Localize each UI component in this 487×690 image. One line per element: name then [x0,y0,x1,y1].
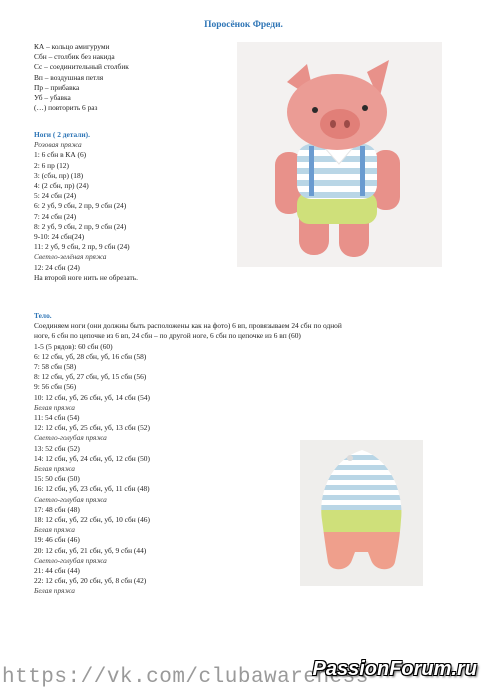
instruction-row: 8: 2 уб, 9 сбн, 2 пр, 9 сбн (24) [34,221,127,231]
instruction-row: 5: 24 сбн (24) [34,191,77,201]
instruction-row: 7: 58 сбн (58) [34,362,77,372]
yarn-color-label: Белая пряжа [34,402,75,412]
instruction-row: 1: 6 сбн в КА (6) [34,150,87,160]
body-instructions [34,321,342,596]
yarn-color-label: Светло-голубая пряжа [34,494,107,504]
instruction-row: 7: 24 сбн (24) [34,211,77,221]
yarn-color-label: Светло-зелёная пряжа [34,252,107,262]
abbreviation-item: Пр – прибавка [34,82,80,92]
instruction-row: 15: 50 сбн (50) [34,474,80,484]
abbreviation-item: Сс – соединительный столбик [34,62,129,72]
yarn-color-label: Белая пряжа [34,525,75,535]
yarn-color-label: Светло-голубая пряжа [34,433,107,443]
yarn-color-label: Розовая пряжа [34,140,82,150]
instruction-row: На второй ноге нить не обрезать. [34,272,138,282]
instruction-row: 9: 56 сбн (56) [34,382,77,392]
abbreviations-list [34,42,129,113]
instruction-row: 21: 44 сбн (44) [34,566,80,576]
watermark-url: https://vk.com/clubawareness [2,666,369,689]
abbreviation-item: Вп – воздушная петля [34,72,104,82]
instruction-row: 6: 2 уб, 9 сбн, 2 пр, 9 сбн (24) [34,201,127,211]
instruction-row: 10: 12 сбн, уб, 26 сбн, уб, 14 сбн (54) [34,392,150,402]
abbreviation-item: Сбн – столбик без накида [34,52,115,62]
crochet-body-photo [300,440,423,586]
pig-toy-photo [237,42,442,267]
instruction-row: 2: 6 пр (12) [34,160,69,170]
instruction-row: 14: 12 сбн, уб, 24 сбн, уб, 12 сбн (50) [34,453,150,463]
instruction-row: 9-10: 24 сбн(24) [34,232,85,242]
body-section [34,311,342,597]
legs-heading: Ноги ( 2 детали). [34,130,90,139]
instruction-row: 17: 48 сбн (48) [34,504,80,514]
legs-section [34,130,138,283]
instruction-row: 11: 2 уб, 9 сбн, 2 пр, 9 сбн (24) [34,242,130,252]
instruction-row: 3: (сбн, пр) (18) [34,170,84,180]
watermark-logo: PassionForum.ru [312,658,477,680]
watermark [0,658,487,690]
instruction-row: 18: 12 сбн, уб, 22 сбн, уб, 10 сбн (46) [34,515,150,525]
legs-instructions [34,140,138,283]
instruction-row: 8: 12 сбн, уб, 27 сбн, уб, 15 сбн (56) [34,372,147,382]
instruction-row: 20: 12 сбн, уб, 21 сбн, уб, 9 сбн (44) [34,545,147,555]
instruction-row: 6: 12 сбн, уб, 28 сбн, уб, 16 сбн (58) [34,351,147,361]
instruction-row: 19: 46 сбн (46) [34,535,80,545]
yarn-color-label: Белая пряжа [34,586,75,596]
abbreviation-item: КА – кольцо амигуруми [34,42,110,51]
instruction-row: 22: 12 сбн, уб, 20 сбн, уб, 8 сбн (42) [34,576,147,586]
instruction-row: ноге, 6 сбн по цепочке из 6 вп, 24 сбн – по другой ноге, 6 сбн по цепочке из 6 вп (60) [34,331,301,341]
instruction-row: 4: (2 сбн, пр) (24) [34,181,89,191]
page-title: Поросёнок Фреди. [204,20,283,30]
instruction-row: 13: 52 сбн (52) [34,443,80,453]
abbreviation-item: (…) повторить 6 раз [34,103,98,113]
instruction-row: Соединяем ноги (они должны быть расположены как на фото) 6 вп, провязываем 24 сбн по одной [34,321,342,331]
instruction-row: 16: 12 сбн, уб, 23 сбн, уб, 11 сбн (48) [34,484,150,494]
instruction-row: 11: 54 сбн (54) [34,413,80,423]
yarn-color-label: Светло-голубая пряжа [34,555,107,565]
instruction-row: 1-5 (5 рядов): 60 сбн (60) [34,341,113,351]
yarn-color-label: Белая пряжа [34,464,75,474]
abbreviation-item: Уб – убавка [34,93,71,103]
instruction-row: 12: 24 сбн (24) [34,262,80,272]
instruction-row: 12: 12 сбн, уб, 25 сбн, уб, 13 сбн (52) [34,423,150,433]
body-heading: Тело. [34,311,52,320]
